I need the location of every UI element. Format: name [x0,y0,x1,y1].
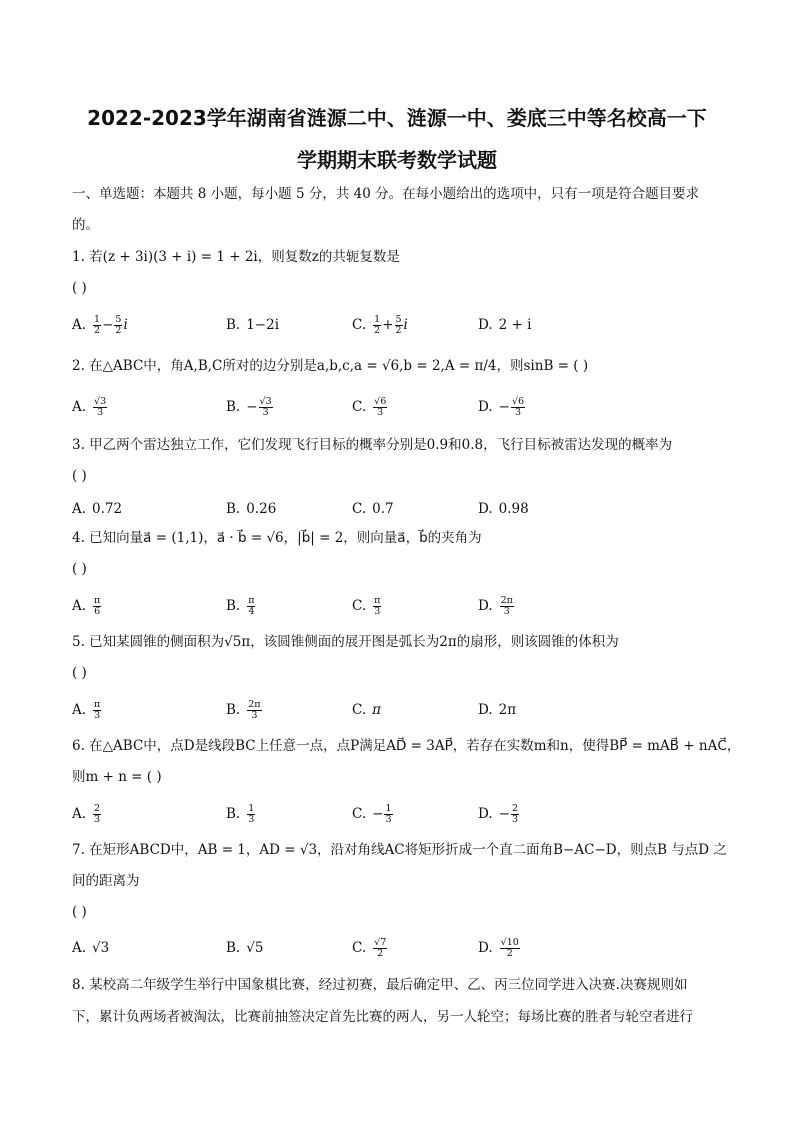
question-6-stem-line-1: 6. 在△ABC中，点D是线段BC上任意一点，点P满足AD⃗ = 3AP⃗，若存在实数m和n，使得BP⃗ = mAB⃗ + nAC⃗， [72,738,741,754]
option-b[interactable]: B. − $\frac{√3}{3}$ [226,395,272,418]
option-d[interactable]: D. $\frac{√10}{2}$ [478,936,519,959]
section-instructions-line-2: 的。 [72,217,99,233]
question-4-options [72,591,732,621]
option-b[interactable]: B. $\frac{\pi}{4}$ [226,594,255,617]
option-b[interactable]: B. √5 [226,940,264,956]
option-d[interactable]: D. 2 + i [478,317,532,333]
question-1-stem: 1. 若(z + 3i)(3 + i) = 1 + 2i，则复数z的共轭复数是 [72,249,400,265]
option-c[interactable]: C. − $\frac{1}{3}$ [352,802,392,825]
exam-title-line-2: 学期期末联考数学试题 [297,148,497,172]
question-6-options [72,799,732,829]
question-7-stem-line-2: 间的距离为 [72,873,140,889]
question-4-blank: ( ) [72,561,87,577]
option-a[interactable]: A. $\frac{2}{3}$ [72,802,101,825]
question-8-stem-line-2: 下，累计负两场者被淘汰，比赛前抽签决定首先比赛的两人，另一人轮空；每场比赛的胜者与轮空者进行 [72,1009,693,1025]
option-a[interactable]: A. $\frac{√3}{3}$ [72,395,107,418]
option-d[interactable]: D. 2π [478,702,517,718]
option-c[interactable]: C. $\frac{1}{2}$ + $\frac{5}{2}$ i [352,313,408,336]
question-3-options [72,494,732,524]
question-7-blank: ( ) [72,904,87,920]
option-a[interactable]: A. √3 [72,940,110,956]
question-3-stem: 3. 甲乙两个雷达独立工作，它们发现飞行目标的概率分别是0.9和0.8，飞行目标被雷达发现的概率为 [72,437,673,453]
question-2-stem: 2. 在△ABC中，角A,B,C所对的边分别是a,b,c,a = √6,b = 2,A = π/4，则sinB = ( ) [72,358,589,374]
question-1-blank: ( ) [72,280,87,296]
option-a[interactable]: A. $\frac{1}{2}$ − $\frac{5}{2}$ i [72,313,128,336]
option-b[interactable]: B. 0.26 [226,501,277,517]
question-4-stem: 4. 已知向量a⃗ = (1,1)，a⃗ · b⃗ = √6，|b⃗| = 2，则向量a⃗，b⃗的夹角为 [72,530,482,546]
option-b[interactable]: B. $\frac{2\pi}{3}$ [226,698,261,721]
question-5-options [72,695,732,725]
question-8-stem-line-1: 8. 某校高二年级学生举行中国象棋比赛，经过初赛，最后确定甲、乙、丙三位同学进入决赛.决赛规则如 [72,977,688,993]
option-a[interactable]: A. $\frac{\pi}{3}$ [72,698,101,721]
option-c[interactable]: C. $\frac{\pi}{3}$ [352,594,381,617]
option-d[interactable]: D. $\frac{2\pi}{3}$ [478,594,513,617]
question-7-stem-line-1: 7. 在矩形ABCD中，AB = 1，AD = √3，沿对角线AC将矩形折成一个直二面角B−AC−D，则点B 与点D 之 [72,842,727,858]
exam-title-line-1: 2022-2023学年湖南省涟源二中、涟源一中、娄底三中等名校高一下 [87,106,707,130]
question-5-blank: ( ) [72,665,87,681]
question-2-options [72,392,732,422]
option-a[interactable]: A. 0.72 [72,501,123,517]
option-d[interactable]: D. 0.98 [478,501,529,517]
question-7-options [72,933,732,963]
option-c[interactable]: C. 0.7 [352,501,394,517]
option-a[interactable]: A. $\frac{\pi}{6}$ [72,594,101,617]
option-c[interactable]: C. $\frac{√6}{3}$ [352,395,387,418]
question-3-blank: ( ) [72,468,87,484]
question-1-options [72,310,732,340]
option-c[interactable]: C. π [352,702,382,718]
option-b[interactable]: B. $\frac{1}{3}$ [226,802,255,825]
option-c[interactable]: C. $\frac{√7}{2}$ [352,936,387,959]
question-6-stem-line-2: 则m + n = ( ) [72,769,162,785]
question-5-stem: 5. 已知某圆锥的侧面积为√5π，该圆锥侧面的展开图是弧长为2π的扇形，则该圆锥的体积为 [72,634,619,650]
option-d[interactable]: D. − $\frac{√6}{3}$ [478,395,525,418]
option-b[interactable]: B. 1−2i [226,317,280,333]
section-instructions-line-1: 一、单选题：本题共 8 小题，每小题 5 分，共 40 分。在每小题给出的选项中，只有一项是符合题目要求 [72,186,700,202]
option-d[interactable]: D. − $\frac{2}{3}$ [478,802,518,825]
